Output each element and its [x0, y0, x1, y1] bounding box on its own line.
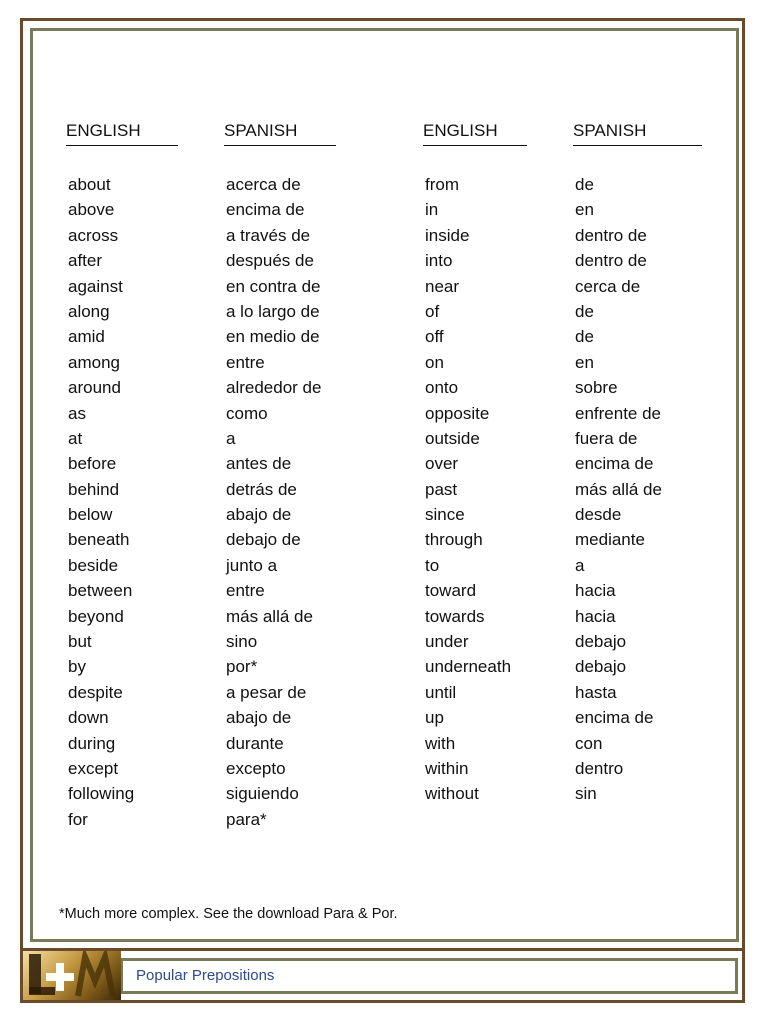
- preposition-item: inside: [425, 225, 470, 245]
- preposition-item: acerca de: [226, 175, 301, 194]
- spanish-right-column: [575, 172, 662, 807]
- preposition-item: junto a: [226, 555, 278, 575]
- preposition-item: antes de: [226, 454, 292, 474]
- preposition-item: abajo de: [226, 505, 292, 525]
- preposition-item: of: [425, 301, 440, 321]
- preposition-item: about: [68, 175, 111, 194]
- preposition-item: above: [68, 200, 115, 220]
- preposition-item: más allá de: [226, 606, 313, 626]
- preposition-item: abajo de: [226, 708, 292, 728]
- preposition-item: entre: [226, 581, 265, 601]
- preposition-item: hasta: [575, 682, 617, 702]
- preposition-item: excepto: [226, 758, 286, 778]
- preposition-item: by: [68, 657, 86, 677]
- preposition-item: dentro: [575, 758, 624, 778]
- preposition-item: debajo: [575, 632, 627, 652]
- preposition-item: a pesar de: [226, 682, 307, 702]
- preposition-item: against: [68, 276, 123, 296]
- preposition-item: in: [425, 200, 439, 220]
- footer-top-rule: [22, 948, 743, 951]
- preposition-item: como: [226, 403, 268, 423]
- preposition-item: without: [425, 784, 479, 804]
- preposition-item: más allá de: [575, 479, 662, 499]
- preposition-item: around: [68, 378, 121, 398]
- preposition-item: sobre: [575, 378, 618, 398]
- preposition-item: before: [68, 454, 117, 474]
- preposition-item: en medio de: [226, 327, 320, 347]
- preposition-item: down: [68, 708, 109, 728]
- footnote: *Much more complex. See the download Para & Por.: [59, 906, 398, 922]
- preposition-item: por*: [226, 657, 258, 677]
- preposition-item: at: [68, 428, 83, 448]
- preposition-item: with: [425, 733, 456, 753]
- spanish-left-column: [226, 172, 321, 832]
- preposition-item: since: [425, 505, 465, 525]
- preposition-item: a través de: [226, 225, 311, 245]
- preposition-item: de: [575, 175, 594, 194]
- preposition-item: a: [575, 555, 585, 575]
- preposition-item: para*: [226, 809, 267, 829]
- preposition-item: dentro de: [575, 225, 647, 245]
- preposition-item: outside: [425, 428, 480, 448]
- preposition-item: off: [425, 327, 444, 347]
- preposition-item: into: [425, 251, 453, 271]
- preposition-item: encima de: [575, 708, 654, 728]
- preposition-item: up: [425, 708, 444, 728]
- preposition-item: across: [68, 225, 119, 245]
- preposition-item: detrás de: [226, 479, 297, 499]
- preposition-item: encima de: [575, 454, 654, 474]
- preposition-item: con: [575, 733, 603, 753]
- preposition-item: until: [425, 682, 457, 702]
- preposition-item: a: [226, 428, 236, 448]
- preposition-item: after: [68, 251, 103, 271]
- lm-logo-icon: [23, 951, 121, 1000]
- preposition-item: between: [68, 581, 133, 601]
- footer-bottom-rule: [22, 1000, 743, 1003]
- preposition-item: sino: [226, 632, 258, 652]
- preposition-item: a lo largo de: [226, 301, 320, 321]
- header-english-left: ENGLISH: [66, 120, 178, 146]
- header-spanish-right: SPANISH: [573, 120, 702, 146]
- preposition-item: de: [575, 327, 594, 347]
- footer-title: Popular Prepositions: [136, 967, 275, 984]
- preposition-item: opposite: [425, 403, 490, 423]
- preposition-item: along: [68, 301, 110, 321]
- preposition-item: fuera de: [575, 428, 638, 448]
- preposition-item: onto: [425, 378, 459, 398]
- preposition-item: de: [575, 301, 594, 321]
- preposition-item: underneath: [425, 657, 512, 677]
- preposition-item: past: [425, 479, 458, 499]
- preposition-item: among: [68, 352, 120, 372]
- preposition-item: siguiendo: [226, 784, 299, 804]
- preposition-item: on: [425, 352, 444, 372]
- preposition-item: en: [575, 200, 594, 220]
- header-english-right: ENGLISH: [423, 120, 527, 146]
- preposition-item: towards: [425, 606, 485, 626]
- preposition-item: debajo de: [226, 530, 301, 550]
- preposition-item: despite: [68, 682, 123, 702]
- preposition-item: cerca de: [575, 276, 641, 296]
- preposition-item: en contra de: [226, 276, 321, 296]
- english-left-column: [68, 172, 134, 832]
- preposition-item: beneath: [68, 530, 130, 550]
- preposition-item: hacia: [575, 606, 616, 626]
- preposition-item: but: [68, 632, 92, 652]
- preposition-item: toward: [425, 581, 477, 601]
- preposition-item: beside: [68, 555, 119, 575]
- preposition-item: under: [425, 632, 469, 652]
- preposition-item: through: [425, 530, 483, 550]
- preposition-item: for: [68, 809, 88, 829]
- preposition-item: debajo: [575, 657, 627, 677]
- preposition-item: alrededor de: [226, 378, 322, 398]
- english-right-column: [425, 172, 511, 807]
- preposition-item: following: [68, 784, 135, 804]
- preposition-item: desde: [575, 505, 622, 525]
- preposition-item: enfrente de: [575, 403, 662, 423]
- preposition-item: during: [68, 733, 116, 753]
- preposition-item: encima de: [226, 200, 305, 220]
- preposition-item: después de: [226, 251, 314, 271]
- preposition-item: behind: [68, 479, 120, 499]
- preposition-item: over: [425, 454, 459, 474]
- preposition-item: near: [425, 276, 460, 296]
- preposition-item: except: [68, 758, 119, 778]
- preposition-item: within: [425, 758, 469, 778]
- preposition-item: sin: [575, 784, 597, 804]
- preposition-item: amid: [68, 327, 105, 347]
- preposition-item: as: [68, 403, 86, 423]
- preposition-item: durante: [226, 733, 284, 753]
- header-spanish-left: SPANISH: [224, 120, 336, 146]
- preposition-item: below: [68, 505, 113, 525]
- preposition-item: entre: [226, 352, 265, 372]
- preposition-item: hacia: [575, 581, 616, 601]
- preposition-item: dentro de: [575, 251, 647, 271]
- preposition-item: to: [425, 555, 440, 575]
- preposition-item: en: [575, 352, 594, 372]
- preposition-item: from: [425, 175, 459, 194]
- preposition-item: beyond: [68, 606, 124, 626]
- preposition-item: mediante: [575, 530, 645, 550]
